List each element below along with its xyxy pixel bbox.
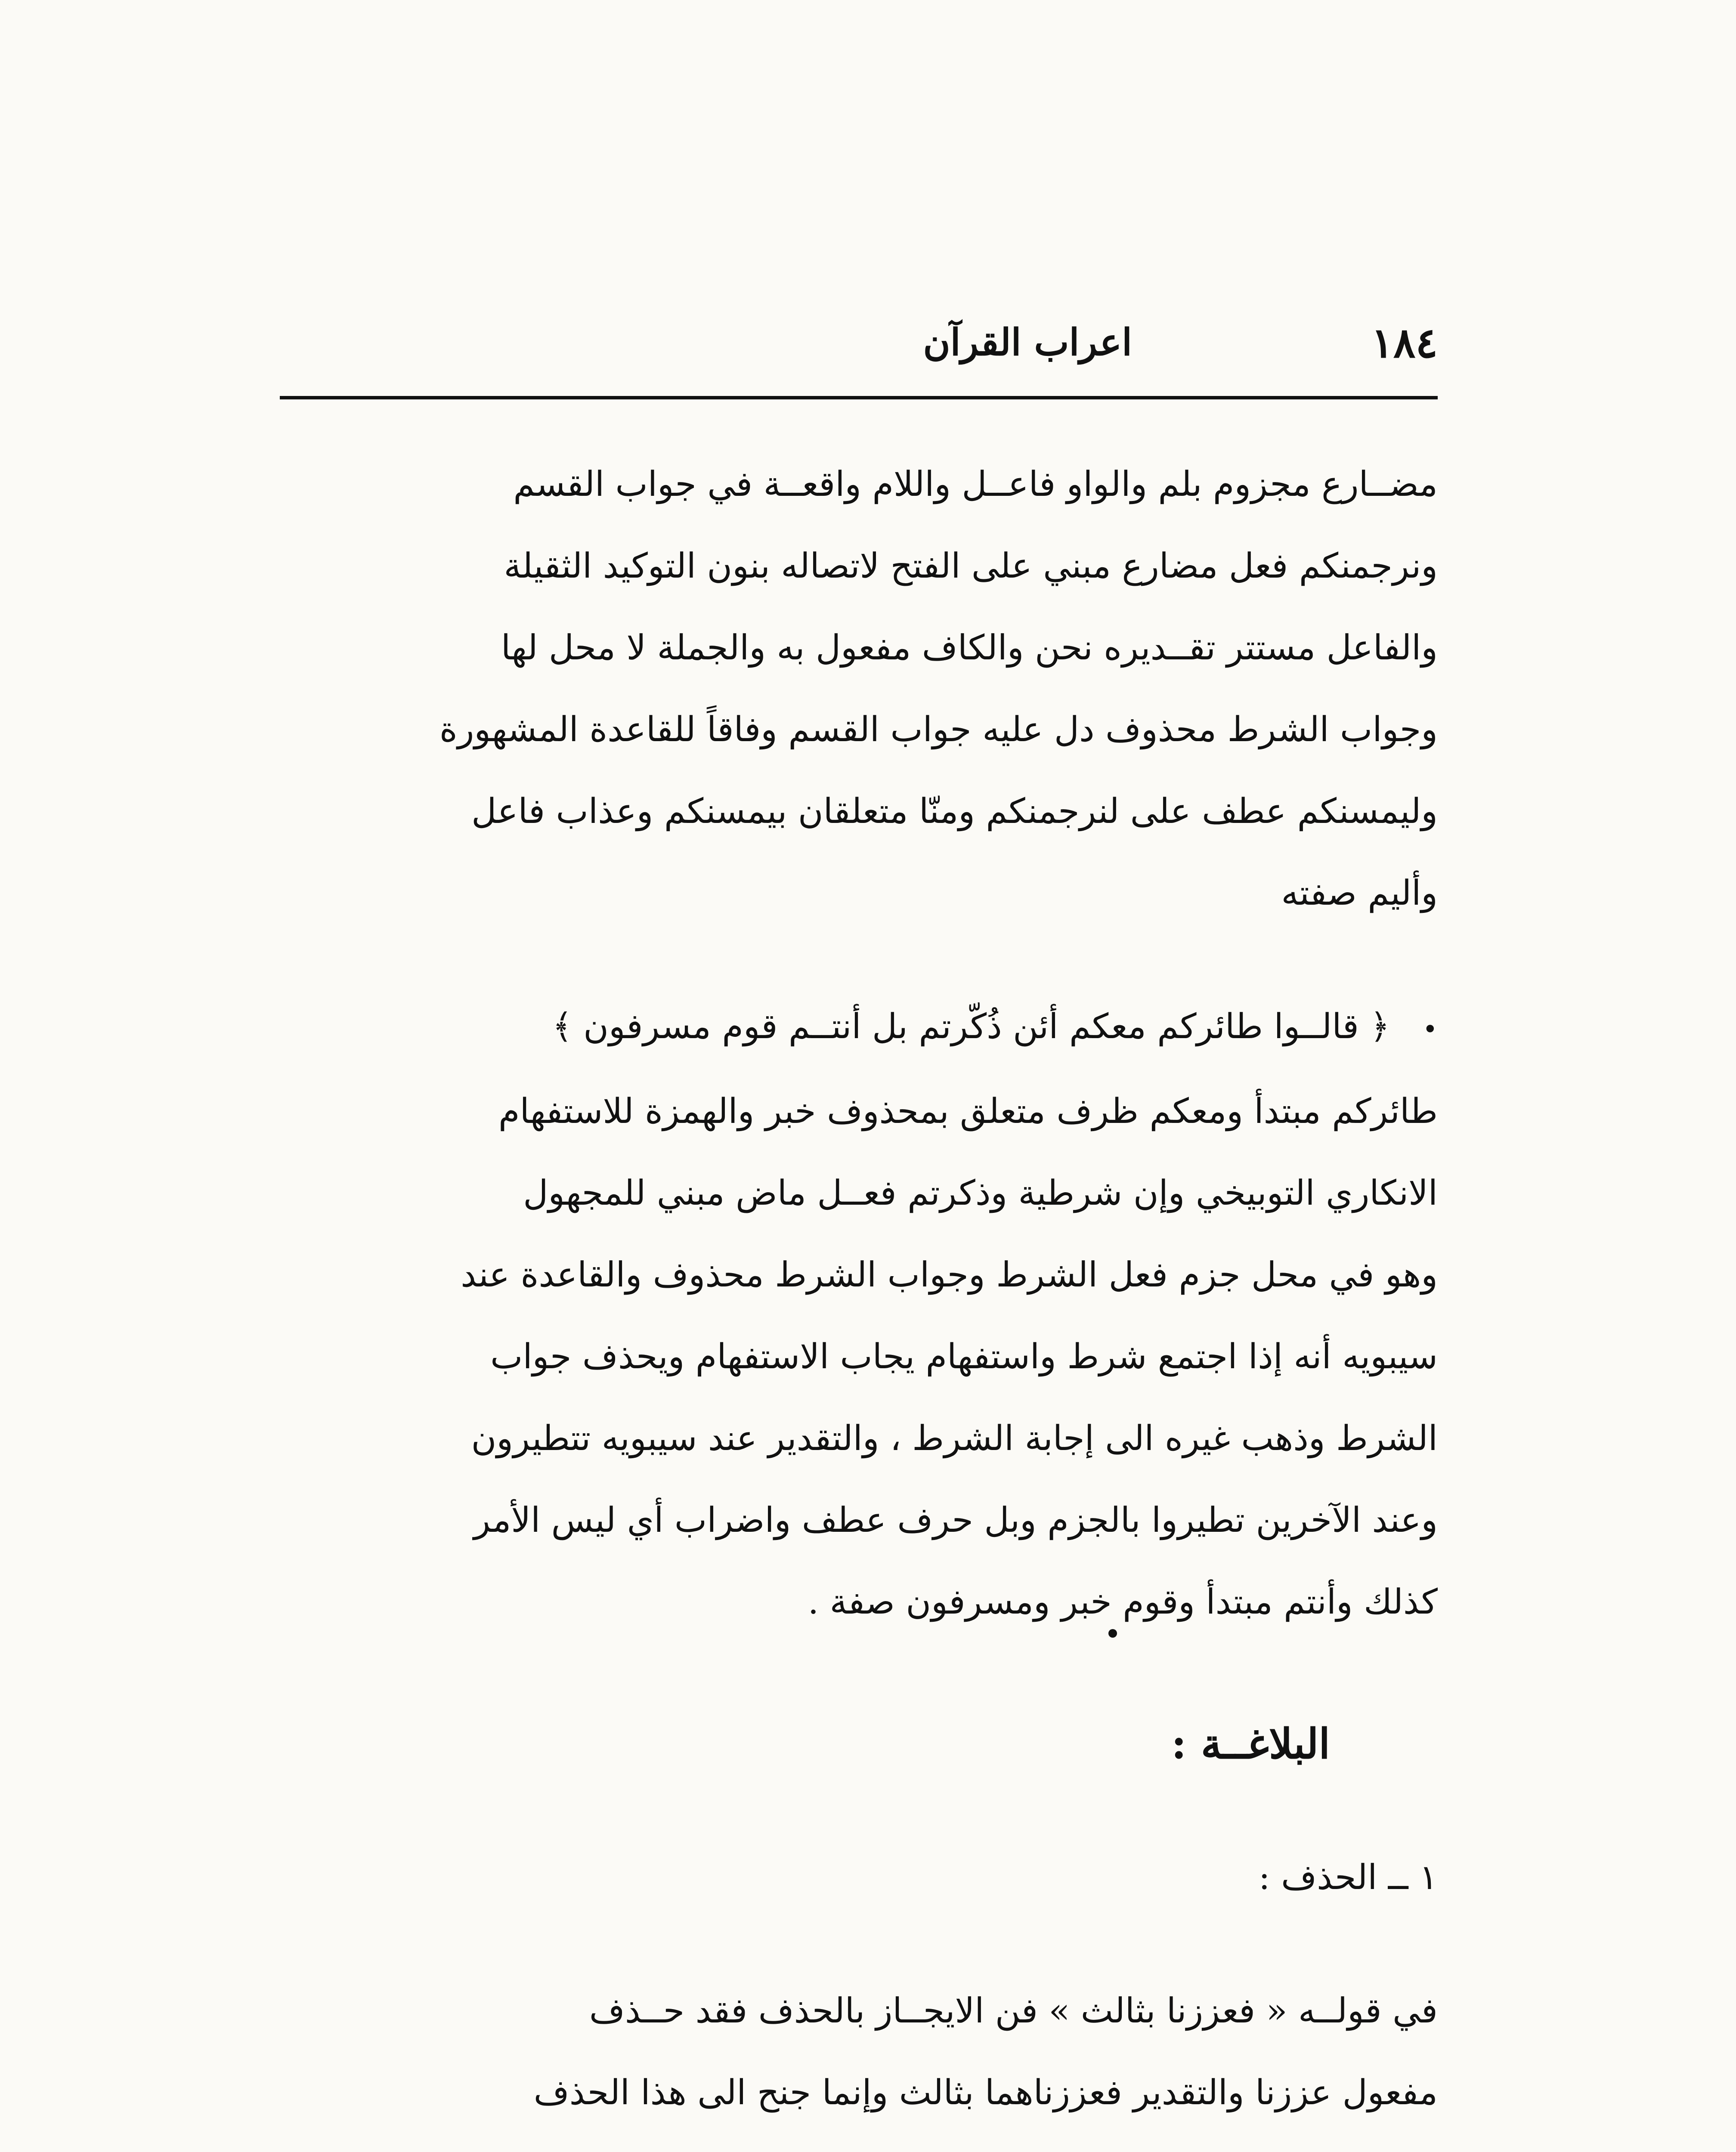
text-line: وجواب الشرط محذوف دل عليه جواب القسم وفاقاً للقاعدة المشهورة: [439, 709, 1438, 749]
text-line: الانكاري التوبيخي وإن شرطية وذكرتم فعــل ماض مبني للمجهول: [523, 1173, 1438, 1213]
text-line: الشرط وذهب غيره الى إجابة الشرط ، والتقدير عند سيبويه تتطيرون: [471, 1418, 1438, 1458]
section-heading: البلاغــة :: [1171, 1719, 1330, 1768]
page-number: ١٨٤: [1371, 318, 1438, 367]
text-line: سيبويه أنه إذا اجتمع شرط واستفهام يجاب الاستفهام ويحذف جواب: [490, 1336, 1438, 1376]
text-line: في قولــه « فعززنا بثالث » فن الايجــاز بالحذف فقد حــذف: [589, 1991, 1438, 2031]
text-line: مضــارع مجزوم بلم والواو فاعــل واللام واقعــة في جواب القسم: [513, 464, 1438, 504]
paragraph-3: [280, 1970, 1438, 2152]
text-line: وأليم صفته: [1281, 873, 1438, 913]
page-body: [280, 443, 1438, 2152]
text-line: والفاعل مستتر تقــديره نحن والكاف مفعول به والجملة لا محل لها: [501, 628, 1438, 668]
text-line: طائركم مبتدأ ومعكم ظرف متعلق بمحذوف خبر والهمزة للاستفهام: [498, 1091, 1438, 1131]
bullet-marker: •: [1422, 1014, 1438, 1045]
book-page: [280, 310, 1438, 2152]
text-line: وهو في محل جزم فعل الشرط وجواب الشرط محذوف والقاعدة عند: [461, 1255, 1438, 1295]
quran-verse-line: ﴿ قالــوا طائركم معكم أئن ذُكّرتم بل أنتــم قوم مسرفون ﴾: [552, 1006, 1390, 1046]
book-title: اعراب القرآن: [923, 321, 1132, 364]
text-line: وعند الآخرين تطيروا بالجزم وبل حرف عطف واضراب أي ليس الأمر: [473, 1500, 1438, 1540]
text-line: مفعول عززنا والتقدير فعززناهما بثالث وإنما جنح الى هذا الحذف: [533, 2072, 1438, 2112]
running-header: [280, 310, 1438, 374]
subsection-heading: ١ ــ الحذف :: [1258, 1857, 1438, 1897]
text-line: ونرجمنكم فعل مضارع مبني على الفتح لاتصاله بنون التوكيد الثقيلة: [504, 546, 1438, 586]
text-line: وليمسنكم عطف على لنرجمنكم ومنّا متعلقان بيمسنكم وعذاب فاعل: [471, 791, 1438, 831]
header-divider: [280, 396, 1438, 399]
paragraph-2: [280, 986, 1438, 1643]
ink-dot: [1108, 1629, 1117, 1638]
text-line: كذلك وأنتم مبتدأ وقوم خبر ومسرفون صفة .: [808, 1582, 1438, 1622]
paragraph-1: [280, 443, 1438, 934]
